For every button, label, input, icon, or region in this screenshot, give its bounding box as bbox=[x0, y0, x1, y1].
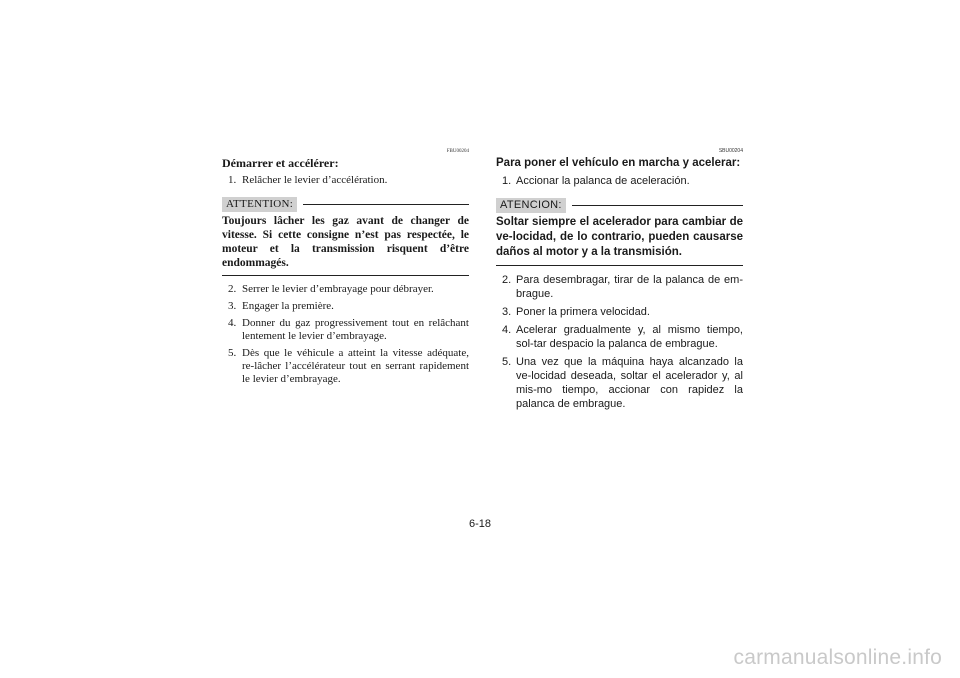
spanish-column bbox=[496, 148, 743, 415]
list-item bbox=[496, 273, 743, 301]
step-text: Dès que le véhicule a atteint la vitesse adéquate, re-lâcher l’accélérateur tout en serrant rapidement le levier d’embrayage. bbox=[242, 347, 469, 385]
step-number: 5. bbox=[502, 356, 512, 368]
section-code: SBU00204 bbox=[718, 148, 743, 154]
list-item bbox=[222, 174, 469, 187]
attention-text: Soltar siempre el acelerador para cambiar de ve-locidad, de lo contrario, pueden causarse daños al motor y a la transmisión. bbox=[496, 216, 743, 258]
step-text: Acelerar gradualmente y, al mismo tiempo, sol-tar despacio la palanca de embrague. bbox=[516, 324, 743, 350]
section-code: FBU00204 bbox=[446, 149, 469, 154]
list-item bbox=[496, 305, 743, 319]
step-list-rest bbox=[496, 273, 743, 411]
step-number: 4. bbox=[228, 317, 237, 329]
attention-label: ATENCION: bbox=[496, 198, 566, 213]
step-text: Para desembragar, tirar de la palanca de em-brague. bbox=[516, 274, 743, 300]
step-number: 1. bbox=[228, 174, 237, 186]
list-item bbox=[222, 317, 469, 343]
page-number: 6-18 bbox=[468, 518, 492, 530]
step-text: Accionar la palanca de aceleración. bbox=[516, 175, 690, 187]
attention-label: ATTENTION: bbox=[222, 197, 297, 212]
step-number: 2. bbox=[502, 274, 512, 286]
french-column bbox=[222, 148, 469, 390]
section-heading: Para poner el vehículo en marcha y acelerar: bbox=[496, 157, 741, 169]
attention-header bbox=[496, 198, 743, 213]
step-text: Poner la primera velocidad. bbox=[516, 306, 650, 318]
list-item bbox=[222, 300, 469, 313]
step-list-rest bbox=[222, 283, 469, 386]
section-heading: Démarrer et accélérer: bbox=[222, 156, 339, 170]
list-item bbox=[222, 347, 469, 386]
list-item bbox=[496, 355, 743, 411]
step-number: 3. bbox=[228, 300, 237, 312]
step-text: Una vez que la máquina haya alcanzado la ve-locidad deseada, soltar el acelerador y, al mis-mo tiempo, accionar con rapidez la palanca de embrague. bbox=[516, 356, 743, 410]
attention-rule bbox=[303, 204, 469, 205]
step-number: 2. bbox=[228, 283, 237, 295]
step-text: Relâcher le levier d’accélération. bbox=[242, 174, 388, 186]
list-item bbox=[222, 283, 469, 296]
step-number: 1. bbox=[502, 175, 512, 187]
step-text: Donner du gaz progressivement tout en relâchant lentement le levier d’embrayage. bbox=[242, 317, 469, 342]
attention-header bbox=[222, 197, 469, 212]
watermark: carmanualsonline.info bbox=[733, 646, 942, 669]
attention-bottom-rule bbox=[222, 275, 469, 276]
step-text: Engager la première. bbox=[242, 300, 334, 312]
step-text: Serrer le levier d’embrayage pour débrayer. bbox=[242, 283, 434, 295]
step-list-first bbox=[496, 174, 743, 188]
step-list-first bbox=[222, 174, 469, 187]
list-item bbox=[496, 323, 743, 351]
list-item bbox=[496, 174, 743, 188]
attention-bottom-rule bbox=[496, 265, 743, 266]
attention-text: Toujours lâcher les gaz avant de changer de vitesse. Si cette consigne n’est pas respectée, le moteur et la transmission risquent d’être endommagés. bbox=[222, 215, 469, 269]
step-number: 4. bbox=[502, 324, 512, 336]
attention-rule bbox=[572, 205, 743, 206]
step-number: 3. bbox=[502, 306, 512, 318]
step-number: 5. bbox=[228, 347, 237, 359]
